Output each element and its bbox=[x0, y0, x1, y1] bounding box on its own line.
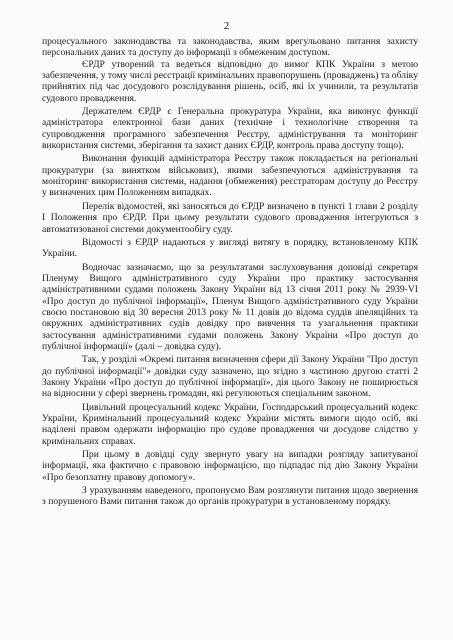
page-number: 2 bbox=[223, 20, 230, 32]
paragraph-extract: Відомості з ЄРДР надаються у вигляді витягу в порядку, встановленому КПК України. bbox=[42, 236, 418, 260]
paragraph-info-list: Перелік відомостей, які заносяться до ЄРДР визначено в пункті 1 глави 2 розділу I Положення про ЄРДР. При цьому результати судового провадження інтегруються з автоматизованої системи документообігу суду. bbox=[42, 200, 418, 235]
paragraph-erdr-purpose: ЄРДР утворений та ведеться відповідно до вимог КПК України з метою забезпечення, у тому числі реєстрації кримінальних правопорушень (проваджень) та обліку прийнятих під час досудового розслідування рішень, осіб, які їх учинили, та результатів судового провадження. bbox=[42, 58, 418, 104]
paragraph-codes: Цивільний процесуальний кодекс України, Господарський процесуальний кодекс України, Кримінальний процесуальний кодекс України містять вимоги щодо осіб, які наділені правом одержати інформацію про судове провадження чи досудове слідство у кримінальних справах. bbox=[42, 401, 418, 447]
paragraph-admin-functions: Виконання функцій адміністратора Реєстру також покладається на регіональні прокуратури (за винятком військових), якими забезпечуються адміністрування та моніторинг використання системи, надання (обмеження) реєстраторам доступу до Реєстру у визначених цим Положенням випадках. bbox=[42, 153, 418, 199]
paragraph-conclusion: З урахуванням наведеного, пропонуємо Вам розглянути питання щодо звернення з порушеного Вами питання також до органів прокуратури в установленому порядку. bbox=[42, 485, 418, 508]
document-body bbox=[42, 36, 418, 508]
paragraph-legal-aid: При цьому в довідці суду звернуто увагу на випадки розгляду запитуваної інформації, яка фактично є правовою інформацією, що підпадає під дію Закону України «Про безоплатну правову допомогу». bbox=[42, 449, 418, 483]
paragraph-plenum: Водночас зазначаємо, що за результатами заслуховування доповіді секретаря Пленуму Вищого адміністративного суду України про практику застосування адміністративними судами положень Закону України від 13 січня 2011 року № 2939-VI «Про доступ до публічної інформації», Пленум Вищого адміністративного суду України своєю постановою від 30 вересня 2013 року № 11 довів до відома суддів апеляційних та окружних адміністративних судів довідку про вивчення та узагальнення практики застосування адміністративними судами положень Закону України «Про доступ до публічної інформації» (далі – довідка суду). bbox=[42, 261, 418, 352]
paragraph-continuation: процесуального законодавства та законодавства, яким врегульовано питання захисту персональних даних та доступу до інформації з обмеженим доступом. bbox=[42, 36, 418, 59]
paragraph-erdr-holder: Держателем ЄРДР є Генеральна прокуратура України, яка виконує функції адміністратора електронної бази даних (технічне і технологічне створення та супроводження програмного забезпечення Реєстру, адміністрування та моніторинг використання системи, зберігання та захист даних ЄРДР, контроль права доступу тощо). bbox=[42, 106, 418, 152]
paragraph-scope: Так, у розділі «Окремі питання визначення сфери дії Закону України "Про доступ до публічної інформації"» довідки суду зазначено, що згідно з частиною другою статті 2 Закону України «Про доступ до публічної інформації», дія цього Закону не поширюється на відносини у сфері звернень громадян, які регулюються спеціальним законом. bbox=[42, 354, 418, 400]
